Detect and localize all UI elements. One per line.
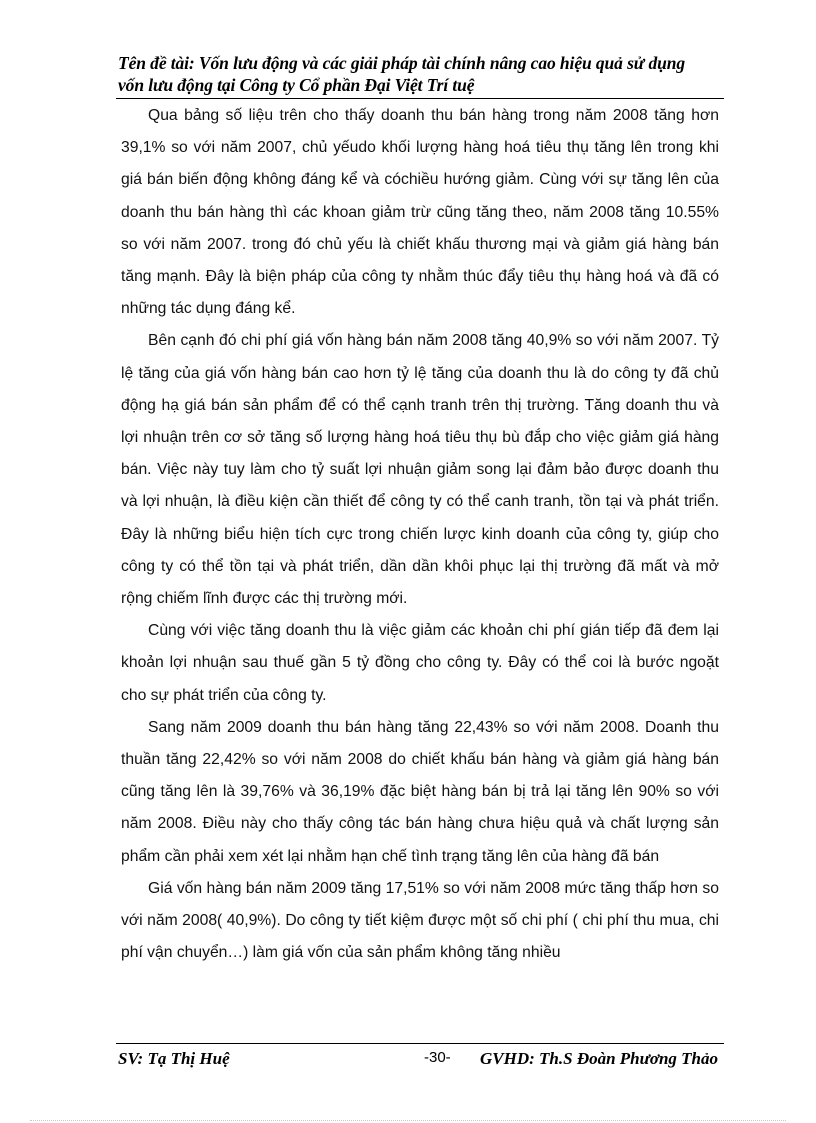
footer-advisor: GVHD: Th.S Đoàn Phương Thảo [480,1049,718,1068]
paragraph-revenue-2008: Qua bảng số liệu trên cho thấy doanh thu bán hàng trong năm 2008 tăng hơn 39,1% so với năm 2007, chủ yếudo khối lượng hàng hoá tiêu thụ tăng lên trong khi giá bán biến động không đáng kể và cóchiều hướng giảm. Cùng với sự tăng lên của doanh thu bán hàng thì các khoan giảm trừ cũng tăng theo, năm 2008 tăng 10.55% so với năm 2007. trong đó chủ yếu là chiết khấu thương mại và giảm giá hàng bán tăng mạnh. Đây là biện pháp của công ty nhằm thúc đẩy tiêu thụ hàng hoá và đã có những tác dụng đáng kể. [121,107,719,318]
paragraph-revenue-2009: Sang năm 2009 doanh thu bán hàng tăng 22,43% so với năm 2008. Doanh thu thuần tăng 22,42% so với năm 2008 do chiết khấu bán hàng và giảm giá hàng bán cũng tăng lên là 39,76% và 36,19% đặc biệt hàng bán bị trả lại tăng lên 90% so với năm 2008. Điều này cho thấy công tác bán hàng chưa hiệu quả và chất lượng sản phẩm cần phải xem xét lại nhằm hạn chế tình trạng tăng lên của hàng đã bán [121,718,719,865]
document-footer [118,1049,722,1071]
header-divider [116,98,724,99]
paragraph-indirect-costs: Cùng với việc tăng doanh thu là việc giảm các khoản chi phí gián tiếp đã đem lại khoản lợi nhuận sau thuế gần 5 tỷ đồng cho công ty. Đây có thể coi là bước ngoặt cho sự phát triển của công ty. [121,622,719,704]
page-bottom-edge [30,1120,786,1121]
header-title-line-2: vốn lưu động tại Công ty Cổ phần Đại Việt Trí tuệ [118,75,475,95]
document-body [121,100,719,969]
footer-divider [116,1043,724,1044]
document-header [118,52,718,96]
footer-student: SV: Tạ Thị Huệ [118,1049,230,1068]
header-title-line-1: Tên đề tài: Vốn lưu động và các giải pháp tài chính nâng cao hiệu quả sử dụng [118,53,686,73]
paragraph-cost-of-goods-2009: Giá vốn hàng bán năm 2009 tăng 17,51% so với năm 2008 mức tăng thấp hơn so với năm 2008( 40,9%). Do công ty tiết kiệm được một số chi phí ( chi phí thu mua, chi phí vận chuyển…) làm giá vốn của sản phẩm không tăng nhiều [121,879,719,962]
paragraph-cost-of-goods-2008: Bên cạnh đó chi phí giá vốn hàng bán năm 2008 tăng 40,9% so với năm 2007. Tỷ lệ tăng của giá vốn hàng bán cao hơn tỷ lệ tăng của doanh thu là do công ty đã chủ động hạ giá bán sản phẩm để có thể cạnh tranh trên thị trường. Tăng doanh thu và lợi nhuận trên cơ sở tăng số lượng hàng hoá tiêu thụ bù đắp cho việc giảm giá hàng bán. Việc này tuy làm cho tỷ suất lợi nhuận giảm song lại đảm bảo được doanh thu và lợi nhuận, là điều kiện cần thiết để công ty có thể canh tranh, tồn tại và phát triển. Đây là những biểu hiện tích cực trong chiến lược kinh doanh của công ty, giúp cho công ty có thể tồn tại và phát triển, dần dần khôi phục lại thị trường đã mất và mở rộng chiếm lĩnh được các thị trường mới. [121,332,719,608]
page-number: -30- [424,1049,451,1066]
